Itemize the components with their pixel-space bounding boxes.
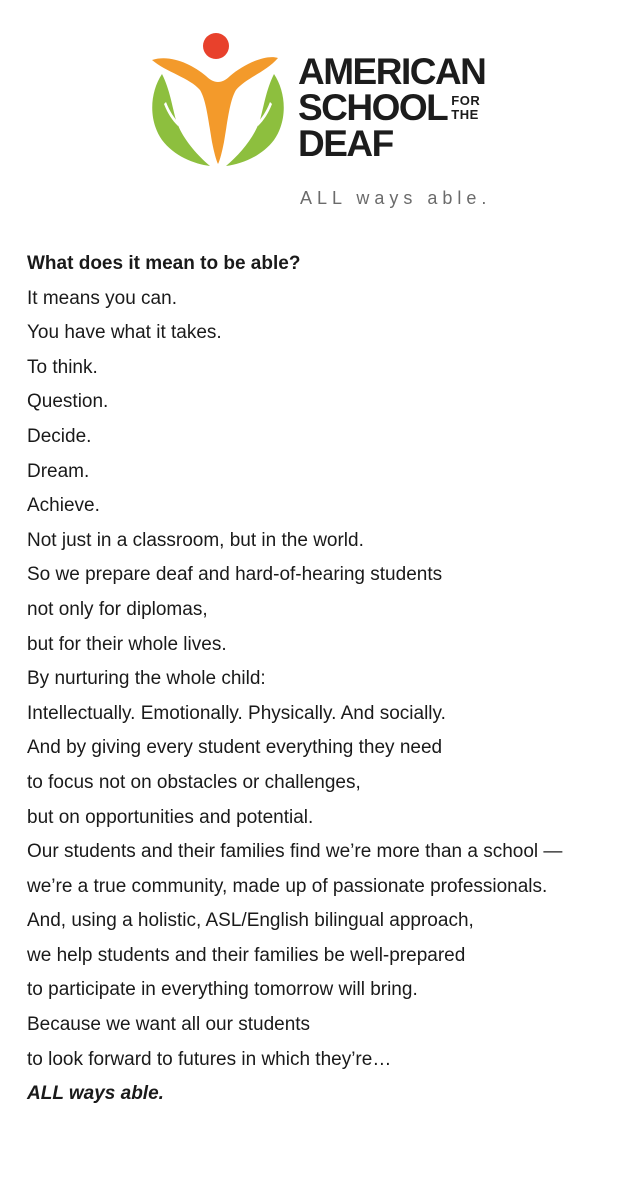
manifesto-line: Not just in a classroom, but in the world.: [27, 529, 364, 551]
school-logo: [148, 30, 518, 220]
manifesto-line: but on opportunities and potential.: [27, 806, 314, 828]
the-label: THE: [451, 107, 479, 122]
tagline: ALL ways able.: [300, 188, 492, 208]
logo-head: [203, 33, 229, 59]
manifesto-line: And, using a holistic, ASL/English bilingual approach,: [27, 910, 474, 932]
manifesto-line: Intellectually. Emotionally. Physically. And socially.: [27, 702, 446, 724]
for-label: FOR: [451, 93, 481, 108]
school-name: [298, 51, 518, 164]
manifesto-line: Question.: [27, 391, 109, 413]
school-name-row2: [298, 87, 518, 128]
manifesto-line: but for their whole lives.: [27, 633, 227, 655]
manifesto: [27, 247, 627, 1112]
manifesto-line: Dream.: [27, 460, 90, 482]
manifesto-line: to participate in everything tomorrow will bring.: [27, 979, 418, 1001]
manifesto-line: And by giving every student everything they need: [27, 737, 443, 759]
manifesto-line: we’re a true community, made up of passionate professionals.: [27, 875, 548, 897]
manifesto-line: Achieve.: [27, 495, 100, 517]
manifesto-line: To think.: [27, 356, 98, 378]
manifesto-line: You have what it takes.: [27, 322, 222, 344]
manifesto-line: to focus not on obstacles or challenges,: [27, 771, 361, 793]
manifesto-line: not only for diplomas,: [27, 598, 208, 620]
manifesto-line: we help students and their families be well-prepared: [27, 944, 466, 966]
school-name-line2: SCHOOL: [298, 87, 448, 128]
manifesto-line: By nurturing the whole child:: [27, 668, 266, 690]
manifesto-line: to look forward to futures in which they’re…: [27, 1048, 392, 1070]
manifesto-line: It means you can.: [27, 287, 177, 309]
manifesto-line: Because we want all our students: [27, 1014, 311, 1036]
manifesto-heading: What does it mean to be able?: [27, 253, 301, 274]
manifesto-line: So we prepare deaf and hard-of-hearing students: [27, 564, 443, 586]
school-name-line3: DEAF: [298, 123, 393, 164]
manifesto-closing: ALL ways able.: [27, 1083, 164, 1105]
for-the-stack: [451, 94, 480, 122]
manifesto-line: Our students and their families find we’re more than a school —: [27, 841, 563, 863]
school-name-line1: AMERICAN: [298, 51, 486, 92]
manifesto-line: Decide.: [27, 425, 92, 447]
hands-figure-icon: [148, 30, 288, 170]
